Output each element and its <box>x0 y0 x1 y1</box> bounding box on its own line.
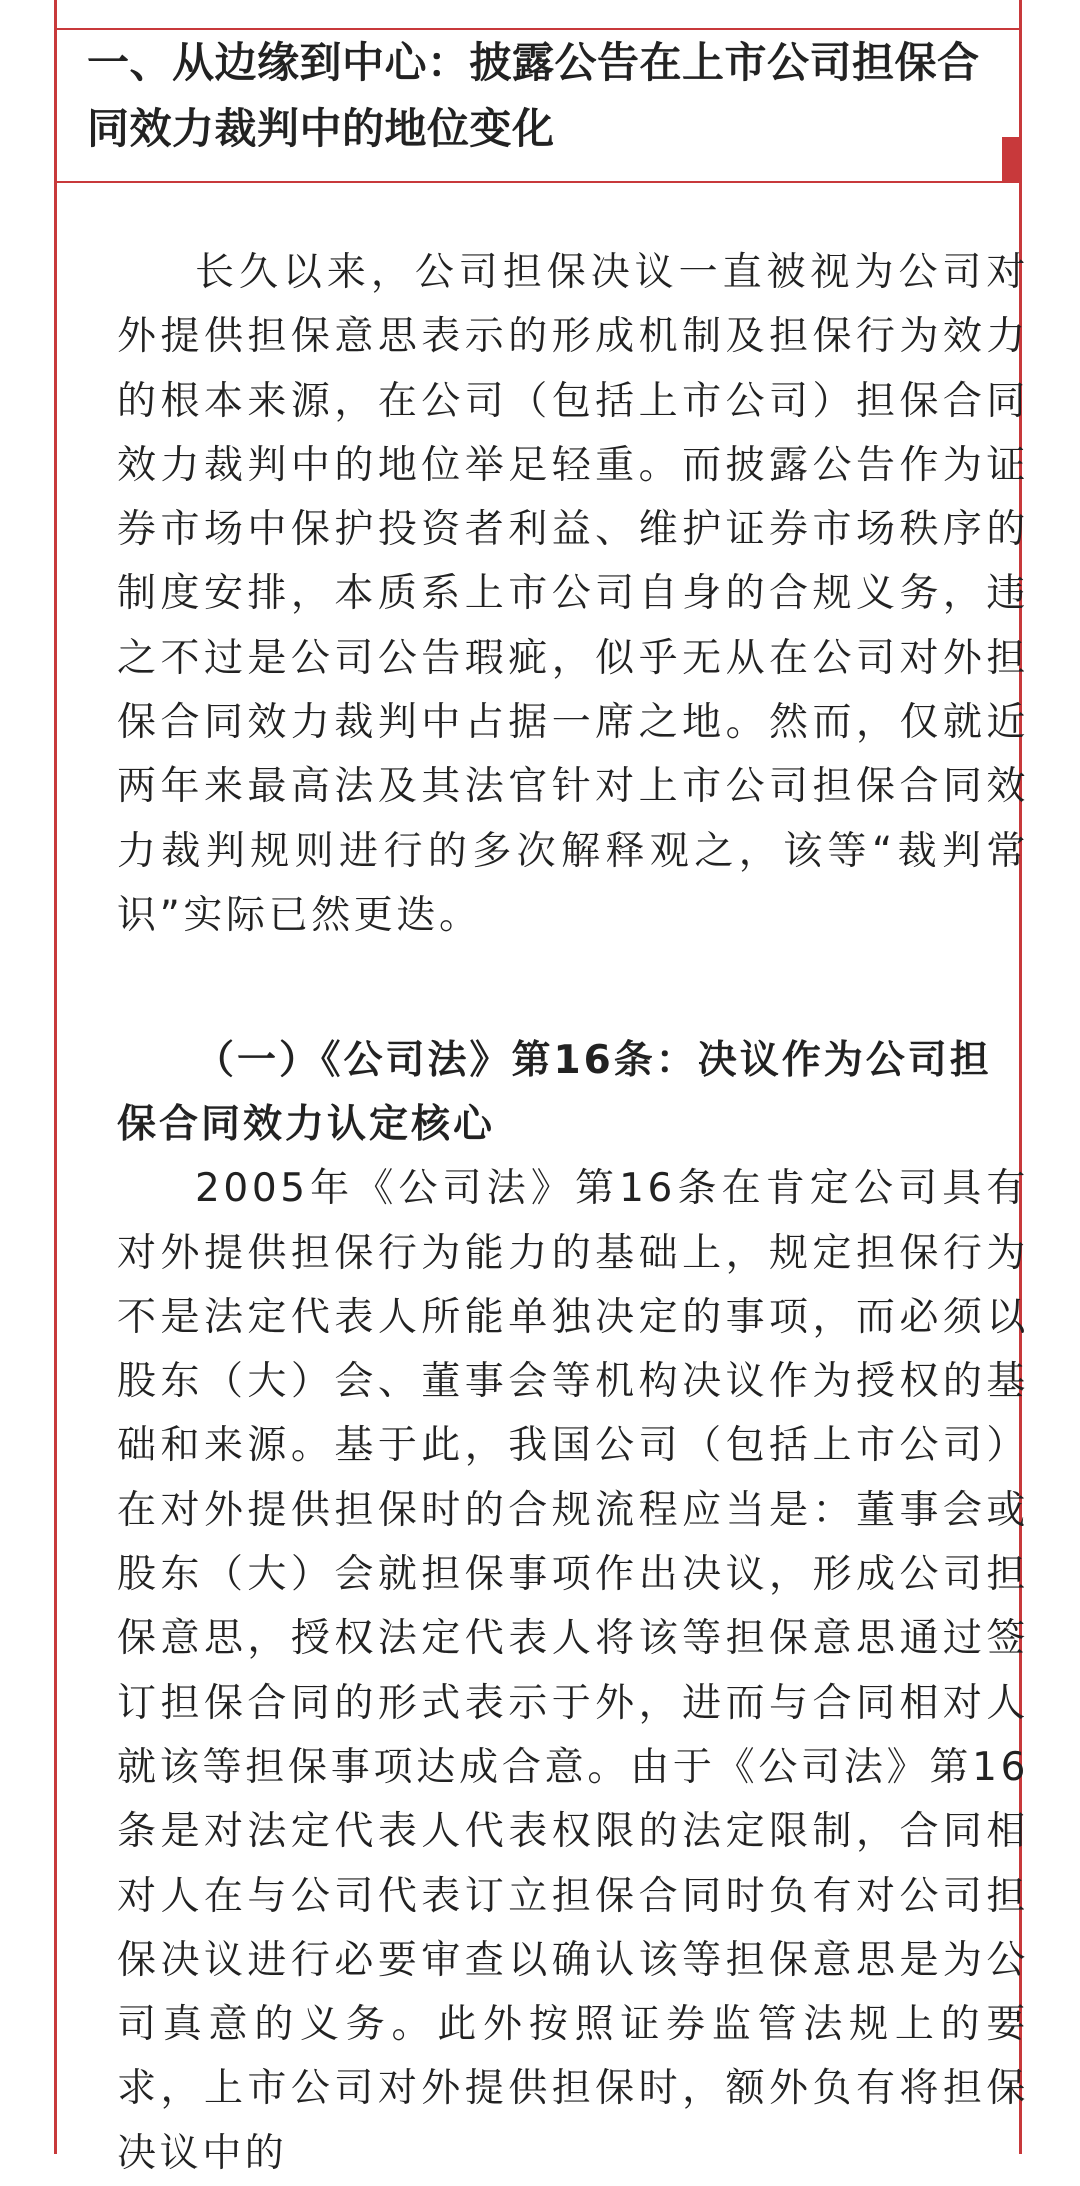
section-title: 一、从边缘到中心：披露公告在上市公司担保合同效力裁判中的地位变化 <box>87 38 980 153</box>
article-body <box>117 241 1029 2186</box>
article-paragraph-2: 2005年《公司法》第16条在肯定公司具有对外提供担保行为能力的基础上，规定担保行为不是法定代表人所能单独决定的事项，而必须以股东（大）会、董事会等机构决议作为授权的基础和来源。基于此，我国公司（包括上市公司）在对外提供担保时的合规流程应当是：董事会或股东（大）会就担保事项作出决议，形成公司担保意思，授权法定代表人将该等担保意思通过签订担保合同的形式表示于外，进而与合同相对人就该等担保事项达成合意。由于《公司法》第16条是对法定代表人代表权限的法定限制，合同相对人在与公司代表订立担保合同时负有对公司担保决议进行必要审查以确认该等担保意思是为公司真意的义务。此外按照证券监管法规上的要求，上市公司对外提供担保时，额外负有将担保决议中的 <box>117 1166 1029 2176</box>
article-paragraph-1: 长久以来，公司担保决议一直被视为公司对外提供担保意思表示的形成机制及担保行为效力的根本来源，在公司（包括上市公司）担保合同效力裁判中的地位举足轻重。而披露公告作为证券市场中保护投资者利益、维护证券市场秩序的制度安排，本质系上市公司自身的合规义务，违之不过是公司公告瑕疵，似乎无从在公司对外担保合同效力裁判中占据一席之地。然而，仅就近两年来最高法及其法官针对上市公司担保合同效力裁判规则进行的多次解释观之，该等“裁判常识”实际已然更迭。 <box>117 250 1029 938</box>
header-corner-accent <box>1002 137 1022 183</box>
article-frame <box>54 0 1029 2176</box>
section-header <box>57 28 1019 183</box>
article-subheading-1: （一）《公司法》第16条：决议作为公司担保合同效力认定核心 <box>117 1038 992 1148</box>
